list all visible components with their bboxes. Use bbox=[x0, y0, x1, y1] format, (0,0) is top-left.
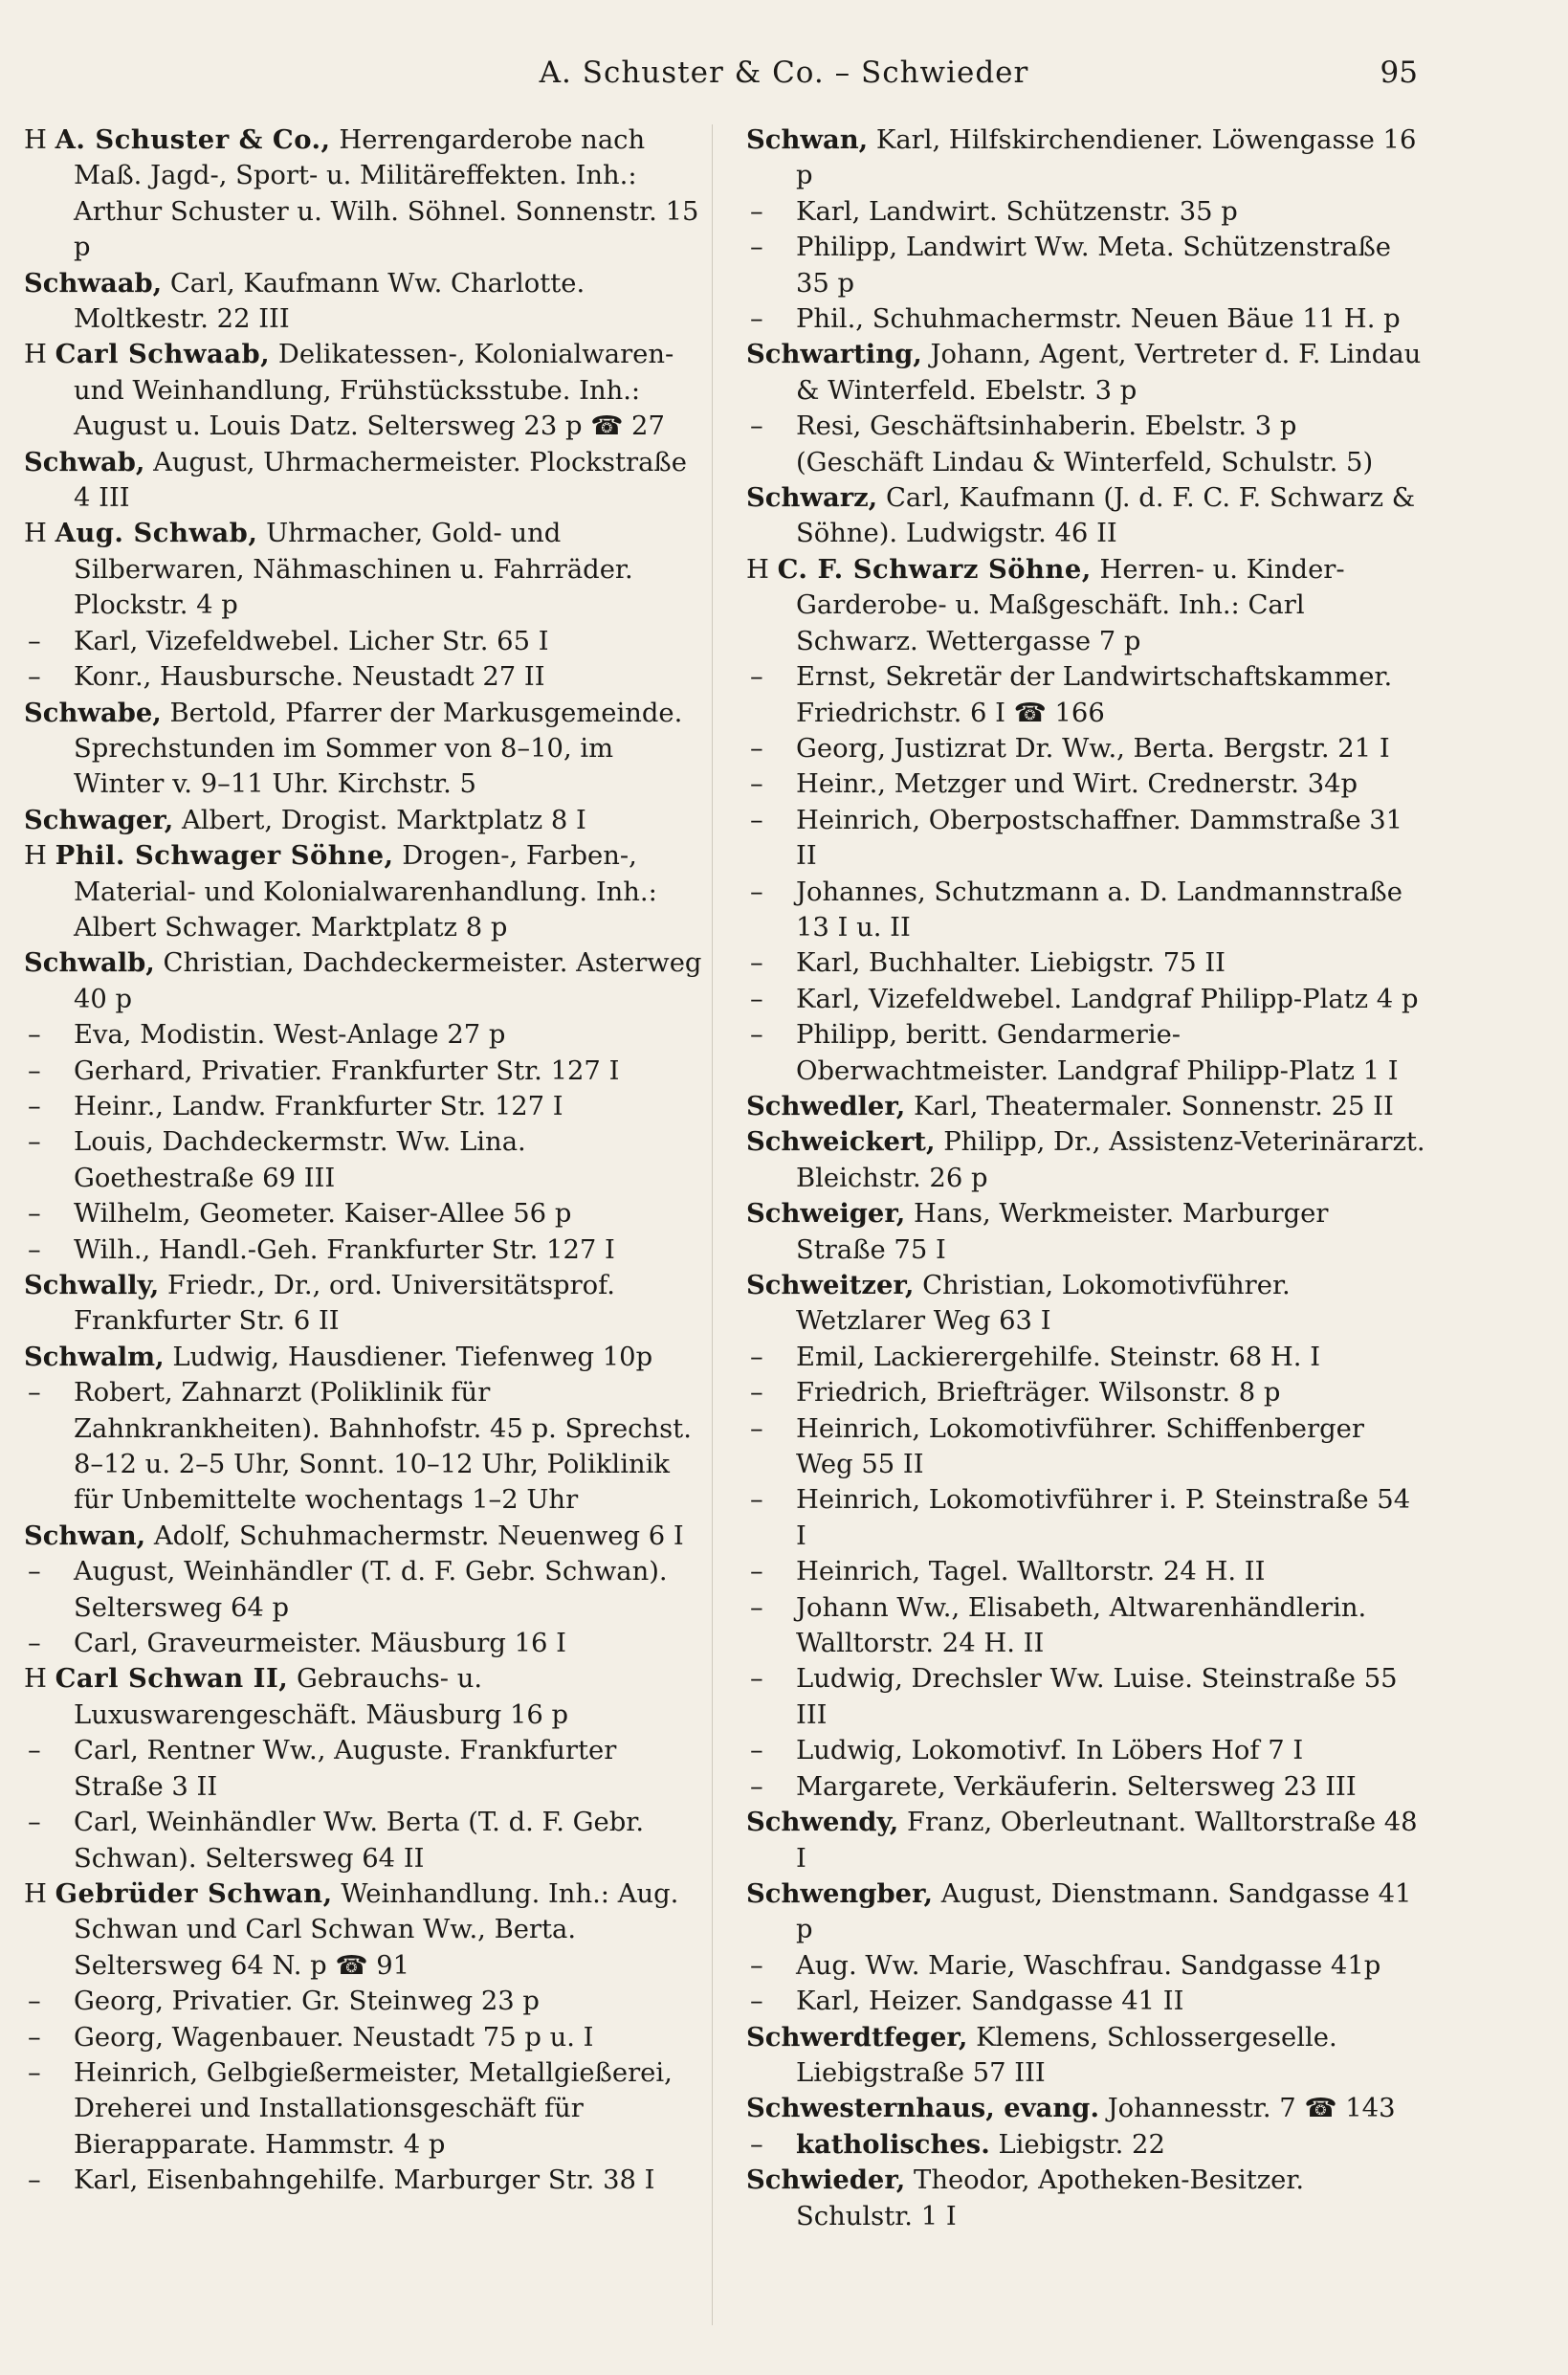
directory-entry bbox=[24, 1661, 703, 1733]
entry-name: katholisches. bbox=[796, 2128, 990, 2160]
sub-entry bbox=[24, 2020, 703, 2055]
entry-details: August, Uhrmachermeister. Plockstraße 4 III bbox=[74, 447, 687, 514]
firm-marker: H bbox=[24, 1878, 55, 1909]
sub-entry bbox=[746, 1554, 1425, 1589]
sub-entry bbox=[746, 1340, 1425, 1375]
entry-details: Heinr., Metzger und Wirt. Crednerstr. 34p bbox=[796, 769, 1358, 800]
entry-details: Ludwig, Lokomotivf. In Löbers Hof 7 I bbox=[796, 1736, 1304, 1766]
continuation-dash: – bbox=[750, 1378, 763, 1409]
continuation-dash: – bbox=[28, 2165, 41, 2196]
page-header bbox=[0, 55, 1568, 100]
entry-details: Konr., Hausbursche. Neustadt 27 II bbox=[74, 662, 545, 693]
continuation-dash: – bbox=[750, 877, 763, 907]
entry-details: Georg, Privatier. Gr. Steinweg 23 p bbox=[74, 1987, 540, 2017]
entry-details: Wilh., Handl.-Geh. Frankfurter Str. 127 I bbox=[74, 1234, 615, 1265]
continuation-dash: – bbox=[28, 1557, 41, 1587]
entry-details: Weinhandlung. Inh.: Aug. Schwan und Carl Schwan Ww., Berta. Seltersweg 64 N. p ☎ 91 bbox=[74, 1878, 679, 1981]
sub-entry bbox=[24, 1626, 703, 1661]
sub-entry bbox=[746, 409, 1425, 480]
directory-entry bbox=[746, 1196, 1425, 1268]
entry-details: Aug. Ww. Marie, Waschfrau. Sandgasse 41p bbox=[796, 1950, 1381, 1981]
entry-name: Schwabe, bbox=[24, 697, 162, 728]
entry-name: Schwalb, bbox=[24, 947, 155, 979]
entry-details: Johann, Agent, Vertreter d. F. Lindau & Winterfeld. Ebelstr. 3 p bbox=[796, 340, 1422, 406]
continuation-dash: – bbox=[750, 948, 763, 979]
directory-entry bbox=[24, 803, 703, 838]
entry-details: Heinrich, Oberpostschaffner. Dammstraße 31 II bbox=[796, 805, 1403, 872]
sub-entry bbox=[746, 1590, 1425, 1662]
entry-details: Hans, Werkmeister. Marburger Straße 75 I bbox=[796, 1199, 1329, 1265]
entry-name: Aug. Schwab, bbox=[55, 518, 258, 549]
directory-entry bbox=[24, 1268, 703, 1340]
continuation-dash: – bbox=[28, 1378, 41, 1409]
entry-name: Schwally, bbox=[24, 1270, 160, 1300]
entry-name: Schwarz, bbox=[746, 482, 878, 514]
entry-details: Heinr., Landw. Frankfurter Str. 127 I bbox=[74, 1091, 563, 1121]
continuation-dash: – bbox=[750, 1485, 763, 1516]
continuation-dash: – bbox=[28, 1987, 41, 2017]
sub-entry bbox=[24, 1054, 703, 1089]
continuation-dash: – bbox=[750, 304, 763, 335]
sub-entry bbox=[746, 1769, 1425, 1805]
sub-entry bbox=[24, 1733, 703, 1805]
entry-details: Delikatessen-, Kolonialwaren- und Weinhandlung, Frühstücksstube. Inh.: August u. Louis Datz. Seltersweg 23 p ☎ 27 bbox=[74, 340, 674, 442]
entry-details: Karl, Vizefeldwebel. Licher Str. 65 I bbox=[74, 626, 549, 656]
directory-entry bbox=[24, 122, 703, 266]
entry-details: Ludwig, Drechsler Ww. Luise. Steinstraße 55 III bbox=[796, 1664, 1398, 1730]
sub-entry bbox=[746, 301, 1425, 337]
directory-entry bbox=[746, 2163, 1425, 2234]
sub-entry bbox=[746, 945, 1425, 981]
continuation-dash: – bbox=[28, 662, 41, 693]
entry-name: Schwan, bbox=[746, 124, 869, 155]
continuation-dash: – bbox=[750, 984, 763, 1014]
directory-entry bbox=[746, 1268, 1425, 1340]
continuation-dash: – bbox=[750, 805, 763, 835]
sub-entry bbox=[24, 624, 703, 659]
continuation-dash: – bbox=[28, 626, 41, 656]
sub-entry bbox=[746, 1661, 1425, 1733]
entry-details: Uhrmacher, Gold- und Silberwaren, Nähmaschinen u. Fahrräder. Plockstr. 4 p bbox=[74, 519, 633, 621]
continuation-dash: – bbox=[750, 1950, 763, 1981]
continuation-dash: – bbox=[28, 1736, 41, 1766]
entry-details: Karl, Eisenbahngehilfe. Marburger Str. 38 I bbox=[74, 2165, 655, 2196]
sub-entry bbox=[746, 803, 1425, 875]
continuation-dash: – bbox=[28, 1808, 41, 1838]
entry-details: Georg, Wagenbauer. Neustadt 75 p u. I bbox=[74, 2022, 594, 2053]
sub-entry bbox=[746, 766, 1425, 802]
entry-details: Franz, Oberleutnant. Walltorstraße 48 I bbox=[796, 1808, 1418, 1874]
entry-details: Ernst, Sekretär der Landwirtschaftskammer. Friedrichstr. 6 I ☎ 166 bbox=[796, 662, 1393, 728]
entry-details: Philipp, beritt. Gendarmerie-Oberwachtmeister. Landgraf Philipp-Platz 1 I bbox=[796, 1020, 1399, 1086]
sub-entry bbox=[746, 1375, 1425, 1410]
continuation-dash: – bbox=[750, 1736, 763, 1766]
directory-entry bbox=[746, 1089, 1425, 1124]
entry-name: Schwieder, bbox=[746, 2164, 906, 2196]
entry-name: Carl Schwaab, bbox=[55, 339, 271, 370]
sub-entry bbox=[746, 1984, 1425, 2019]
entry-name: Schwesternhaus, evang. bbox=[746, 2093, 1099, 2124]
directory-entry bbox=[746, 337, 1425, 409]
entry-details: Klemens, Schlossergeselle. Liebigstraße 57 III bbox=[796, 2022, 1337, 2088]
continuation-dash: – bbox=[750, 1987, 763, 2017]
entry-details: Gerhard, Privatier. Frankfurter Str. 127 I bbox=[74, 1055, 620, 1086]
continuation-dash: – bbox=[750, 733, 763, 764]
entry-details: Karl, Buchhalter. Liebigstr. 75 II bbox=[796, 948, 1226, 979]
entry-details: Bertold, Pfarrer der Markusgemeinde. Sprechstunden im Sommer von 8–10, im Winter v. 9–11 Uhr. Kirchstr. 5 bbox=[74, 698, 683, 800]
entry-name: Carl Schwan II, bbox=[55, 1663, 289, 1695]
directory-entry bbox=[24, 1876, 703, 1984]
continuation-dash: – bbox=[28, 2022, 41, 2053]
entry-details: Johannesstr. 7 ☎ 143 bbox=[1099, 2094, 1396, 2124]
entry-name: Schwab, bbox=[24, 446, 145, 477]
directory-entry bbox=[24, 445, 703, 517]
continuation-dash: – bbox=[750, 411, 763, 442]
directory-entry bbox=[746, 1124, 1425, 1196]
continuation-dash: – bbox=[28, 1234, 41, 1265]
entry-details: Liebigstr. 22 bbox=[989, 2129, 1165, 2160]
sub-entry bbox=[24, 2163, 703, 2198]
sub-entry bbox=[24, 1805, 703, 1876]
left-column bbox=[24, 122, 703, 2199]
sub-entry bbox=[24, 1089, 703, 1124]
entry-details: August, Dienstmann. Sandgasse 41 p bbox=[796, 1878, 1412, 1945]
entry-details: Karl, Vizefeldwebel. Landgraf Philipp-Platz 4 p bbox=[796, 984, 1419, 1014]
firm-marker: H bbox=[24, 125, 55, 155]
sub-entry bbox=[746, 1733, 1425, 1768]
directory-entry bbox=[746, 2020, 1425, 2092]
entry-name: Schwendy, bbox=[746, 1807, 899, 1838]
continuation-dash: – bbox=[28, 1199, 41, 1230]
continuation-dash: – bbox=[750, 1342, 763, 1372]
entry-name: Schwedler, bbox=[746, 1090, 906, 1121]
entry-details: Friedr., Dr., ord. Universitätsprof. Frankfurter Str. 6 II bbox=[74, 1271, 616, 1337]
directory-entry bbox=[24, 266, 703, 338]
continuation-dash: – bbox=[750, 1664, 763, 1695]
sub-entry bbox=[746, 194, 1425, 230]
continuation-dash: – bbox=[750, 1557, 763, 1587]
sub-entry bbox=[746, 1017, 1425, 1089]
entry-details: Herren- u. Kinder-Garderobe- u. Maßgeschäft. Inh.: Carl Schwarz. Wettergasse 7 p bbox=[796, 554, 1345, 656]
entry-name: Schwaab, bbox=[24, 267, 163, 299]
directory-entry bbox=[24, 1519, 703, 1554]
directory-entry bbox=[746, 122, 1425, 194]
entry-details: Carl, Kaufmann (J. d. F. C. F. Schwarz & Söhne). Ludwigstr. 46 II bbox=[796, 483, 1416, 549]
directory-entry bbox=[24, 1340, 703, 1375]
entry-name: Schwalm, bbox=[24, 1341, 165, 1372]
sub-entry bbox=[24, 1196, 703, 1232]
entry-details: Philipp, Landwirt Ww. Meta. Schützenstraße 35 p bbox=[796, 233, 1391, 299]
firm-marker: H bbox=[24, 841, 55, 872]
sub-entry bbox=[746, 1482, 1425, 1554]
entry-name: Phil. Schwager Söhne, bbox=[55, 840, 394, 872]
sub-entry bbox=[746, 731, 1425, 766]
entry-details: Ludwig, Hausdiener. Tiefenweg 10p bbox=[164, 1342, 653, 1372]
entry-details: Phil., Schuhmachermstr. Neuen Bäue 11 H. p bbox=[796, 304, 1401, 335]
entry-name: Schwengber, bbox=[746, 1877, 933, 1909]
sub-entry bbox=[24, 1232, 703, 1268]
running-title: A. Schuster & Co. – Schwieder bbox=[539, 55, 1029, 90]
entry-details: Heinrich, Lokomotivführer. Schiffenberger Weg 55 II bbox=[796, 1413, 1364, 1480]
sub-entry bbox=[24, 1017, 703, 1053]
continuation-dash: – bbox=[750, 2129, 763, 2160]
entry-details: Christian, Dachdeckermeister. Asterweg 40 p bbox=[74, 948, 702, 1014]
entry-details: Johann Ww., Elisabeth, Altwarenhändlerin. Walltorstr. 24 H. II bbox=[796, 1592, 1367, 1659]
entry-details: Theodor, Apotheken-Besitzer. Schulstr. 1 I bbox=[796, 2165, 1305, 2231]
entry-details: Resi, Geschäftsinhaberin. Ebelstr. 3 p (Geschäft Lindau & Winterfeld, Schulstr. 5) bbox=[796, 411, 1374, 477]
column-divider bbox=[712, 124, 713, 2325]
entry-name: Schwarting, bbox=[746, 339, 922, 370]
sub-entry bbox=[746, 1411, 1425, 1483]
continuation-dash: – bbox=[28, 1055, 41, 1086]
entry-name: A. Schuster & Co., bbox=[55, 124, 331, 155]
directory-entry bbox=[24, 945, 703, 1017]
entry-name: Schwerdtfeger, bbox=[746, 2021, 968, 2053]
continuation-dash: – bbox=[750, 1413, 763, 1444]
continuation-dash: – bbox=[750, 1020, 763, 1051]
continuation-dash: – bbox=[28, 1020, 41, 1051]
directory-entry bbox=[24, 696, 703, 803]
entry-details: Heinrich, Tagel. Walltorstr. 24 H. II bbox=[796, 1557, 1266, 1587]
directory-entry bbox=[746, 1805, 1425, 1876]
sub-entry bbox=[746, 982, 1425, 1017]
continuation-dash: – bbox=[750, 196, 763, 227]
sub-entry bbox=[24, 1375, 703, 1519]
entry-details: August, Weinhändler (T. d. F. Gebr. Schwan). Seltersweg 64 p bbox=[74, 1557, 668, 1623]
entry-details: Christian, Lokomotivführer. Wetzlarer Weg 63 I bbox=[796, 1271, 1291, 1337]
page-number: 95 bbox=[1380, 55, 1418, 90]
sub-entry bbox=[746, 2127, 1425, 2163]
sub-entry bbox=[24, 2055, 703, 2163]
entry-details: Heinrich, Gelbgießermeister, Metallgießerei, Dreherei und Installationsgeschäft für Bierapparate. Hammstr. 4 p bbox=[74, 2057, 673, 2160]
entry-name: Schweiger, bbox=[746, 1198, 906, 1230]
continuation-dash: – bbox=[750, 1771, 763, 1802]
continuation-dash: – bbox=[28, 1629, 41, 1659]
entry-details: Philipp, Dr., Assistenz-Veterinärarzt. Bleichstr. 26 p bbox=[796, 1127, 1425, 1193]
entry-details: Herrengarderobe nach Maß. Jagd-, Sport- u. Militäreffekten. Inh.: Arthur Schuster u. Wilh. Söhnel. Sonnenstr. 15 p bbox=[74, 125, 699, 263]
entry-details: Eva, Modistin. West-Anlage 27 p bbox=[74, 1020, 506, 1051]
continuation-dash: – bbox=[750, 233, 763, 263]
entry-details: Louis, Dachdeckermstr. Ww. Lina. Goethestraße 69 III bbox=[74, 1127, 526, 1193]
directory-entry bbox=[746, 552, 1425, 659]
continuation-dash: – bbox=[750, 769, 763, 800]
entry-details: Friedrich, Briefträger. Wilsonstr. 8 p bbox=[796, 1378, 1281, 1409]
continuation-dash: – bbox=[750, 1592, 763, 1623]
directory-entry bbox=[24, 516, 703, 623]
sub-entry bbox=[24, 659, 703, 695]
entry-details: Carl, Graveurmeister. Mäusburg 16 I bbox=[74, 1629, 566, 1659]
entry-details: Georg, Justizrat Dr. Ww., Berta. Bergstr. 21 I bbox=[796, 733, 1390, 764]
entry-details: Johannes, Schutzmann a. D. Landmannstraße 13 I u. II bbox=[796, 877, 1402, 943]
entry-name: Schwan, bbox=[24, 1520, 146, 1551]
entry-details: Robert, Zahnarzt (Poliklinik für Zahnkrankheiten). Bahnhofstr. 45 p. Sprechst. 8–12 u. 2–5 Uhr, Sonnt. 10–12 Uhr, Poliklinik für Unbemittelte wochentags 1–2 Uhr bbox=[74, 1378, 692, 1516]
entry-details: Margarete, Verkäuferin. Seltersweg 23 III bbox=[796, 1771, 1357, 1802]
entry-details: Karl, Heizer. Sandgasse 41 II bbox=[796, 1987, 1184, 2017]
sub-entry bbox=[746, 659, 1425, 731]
entry-name: Gebrüder Schwan, bbox=[55, 1877, 333, 1909]
entry-details: Emil, Lackierergehilfe. Steinstr. 68 H. I bbox=[796, 1342, 1321, 1372]
entry-name: C. F. Schwarz Söhne, bbox=[777, 553, 1092, 585]
directory-entry bbox=[24, 838, 703, 945]
entry-details: Carl, Kaufmann Ww. Charlotte. Moltkestr. 22 III bbox=[74, 268, 585, 335]
sub-entry bbox=[746, 875, 1425, 946]
entry-details: Carl, Weinhändler Ww. Berta (T. d. F. Gebr. Schwan). Seltersweg 64 II bbox=[74, 1808, 645, 1874]
directory-entry bbox=[24, 337, 703, 444]
sub-entry bbox=[746, 1948, 1425, 1984]
sub-entry bbox=[746, 230, 1425, 301]
entry-name: Schweitzer, bbox=[746, 1270, 915, 1300]
directory-entry bbox=[746, 480, 1425, 552]
entry-details: Heinrich, Lokomotivführer i. P. Steinstraße 54 I bbox=[796, 1485, 1411, 1551]
firm-marker: H bbox=[24, 340, 55, 370]
entry-details: Albert, Drogist. Marktplatz 8 I bbox=[173, 805, 586, 835]
directory-entry bbox=[746, 1876, 1425, 1948]
entry-details: Gebrauchs- u. Luxuswarengeschäft. Mäusburg 16 p bbox=[74, 1664, 569, 1730]
continuation-dash: – bbox=[28, 1091, 41, 1121]
entry-details: Drogen-, Farben-, Material- und Kolonialwarenhandlung. Inh.: Albert Schwager. Marktplatz 8 p bbox=[74, 841, 657, 943]
entry-details: Karl, Hilfskirchendiener. Löwengasse 16 p bbox=[796, 125, 1417, 191]
sub-entry bbox=[24, 1984, 703, 2019]
continuation-dash: – bbox=[750, 662, 763, 693]
firm-marker: H bbox=[24, 1664, 55, 1695]
right-column bbox=[746, 122, 1425, 2234]
entry-details: Karl, Landwirt. Schützenstr. 35 p bbox=[796, 196, 1238, 227]
entry-details: Wilhelm, Geometer. Kaiser-Allee 56 p bbox=[74, 1199, 572, 1230]
entry-name: Schweickert, bbox=[746, 1126, 936, 1158]
directory-entry bbox=[746, 2091, 1425, 2126]
sub-entry bbox=[24, 1554, 703, 1626]
entry-details: Carl, Rentner Ww., Auguste. Frankfurter Straße 3 II bbox=[74, 1736, 617, 1802]
continuation-dash: – bbox=[28, 1127, 41, 1158]
continuation-dash: – bbox=[28, 2057, 41, 2088]
entry-details: Adolf, Schuhmachermstr. Neuenweg 6 I bbox=[145, 1520, 684, 1551]
entry-name: Schwager, bbox=[24, 804, 174, 835]
firm-marker: H bbox=[24, 519, 55, 549]
firm-marker: H bbox=[746, 554, 778, 585]
sub-entry bbox=[24, 1124, 703, 1196]
entry-details: Karl, Theatermaler. Sonnenstr. 25 II bbox=[905, 1091, 1394, 1121]
